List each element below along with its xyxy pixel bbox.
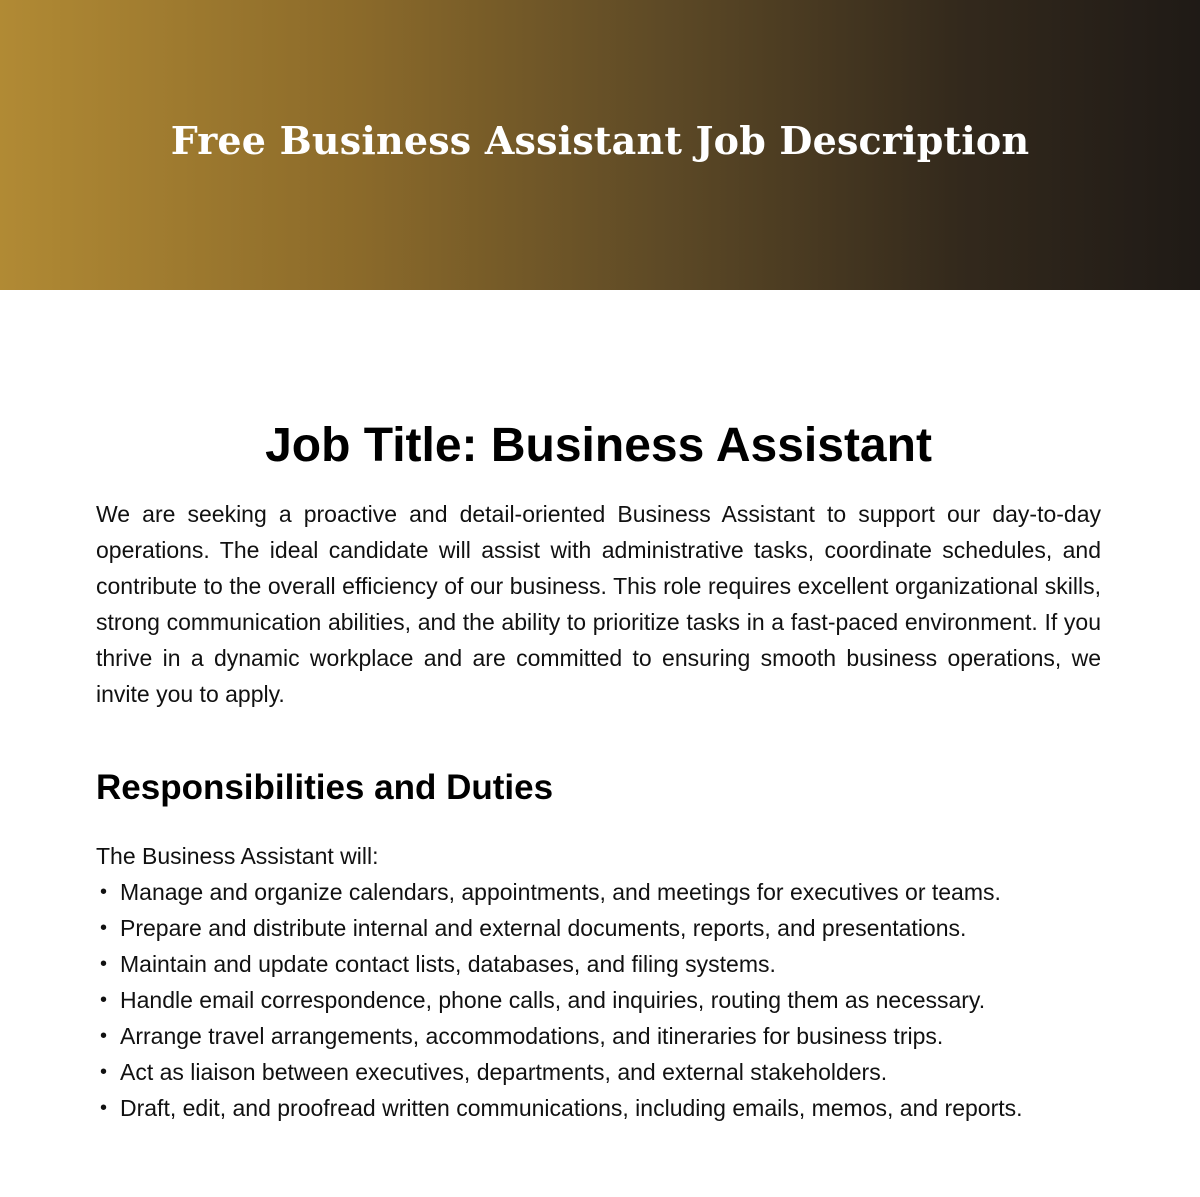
list-item: [96, 874, 1076, 910]
bullet-icon: •: [100, 989, 108, 1011]
header-banner: [0, 0, 1200, 290]
list-item: [96, 946, 1076, 982]
duty-text: Prepare and distribute internal and external documents, reports, and presentations.: [120, 915, 967, 941]
list-item: [96, 1054, 1076, 1090]
bullet-icon: •: [100, 1061, 108, 1083]
duties-lead-text: The Business Assistant will:: [96, 843, 379, 869]
duty-text: Arrange travel arrangements, accommodations, and itineraries for business trips.: [120, 1023, 944, 1049]
intro-paragraph: We are seeking a proactive and detail-oriented Business Assistant to support our day-to-day operations. The ideal candidate will assist with administrative tasks, coordinate schedules, and contribute to the overall efficiency of our business. This role requires excellent organizational skills, strong communication abilities, and the ability to prioritize tasks in a fast-paced environment. If you thrive in a dynamic workplace and are committed to ensuring smooth business operations, we invite you to apply.: [96, 501, 1101, 707]
duty-text: Handle email correspondence, phone calls, and inquiries, routing them as necessary.: [120, 987, 986, 1013]
bullet-icon: •: [100, 917, 108, 939]
banner-title: Free Business Assistant Job Description: [170, 117, 1030, 163]
section-heading-responsibilities: Responsibilities and Duties: [96, 768, 554, 807]
list-item: [96, 1090, 1076, 1126]
job-title: Job Title: Business Assistant: [265, 419, 932, 472]
duty-text: Draft, edit, and proofread written communications, including emails, memos, and reports.: [120, 1095, 1023, 1121]
bullet-icon: •: [100, 953, 108, 975]
bullet-icon: •: [100, 881, 108, 903]
duty-text: Maintain and update contact lists, databases, and filing systems.: [120, 951, 776, 977]
duties-list: [96, 874, 1076, 1126]
list-item: [96, 982, 1076, 1018]
duty-text: Manage and organize calendars, appointments, and meetings for executives or teams.: [120, 879, 1001, 905]
bullet-icon: •: [100, 1097, 108, 1119]
list-item: [96, 1018, 1076, 1054]
duty-text: Act as liaison between executives, departments, and external stakeholders.: [120, 1059, 888, 1085]
bullet-icon: •: [100, 1025, 108, 1047]
list-item: [96, 910, 1076, 946]
